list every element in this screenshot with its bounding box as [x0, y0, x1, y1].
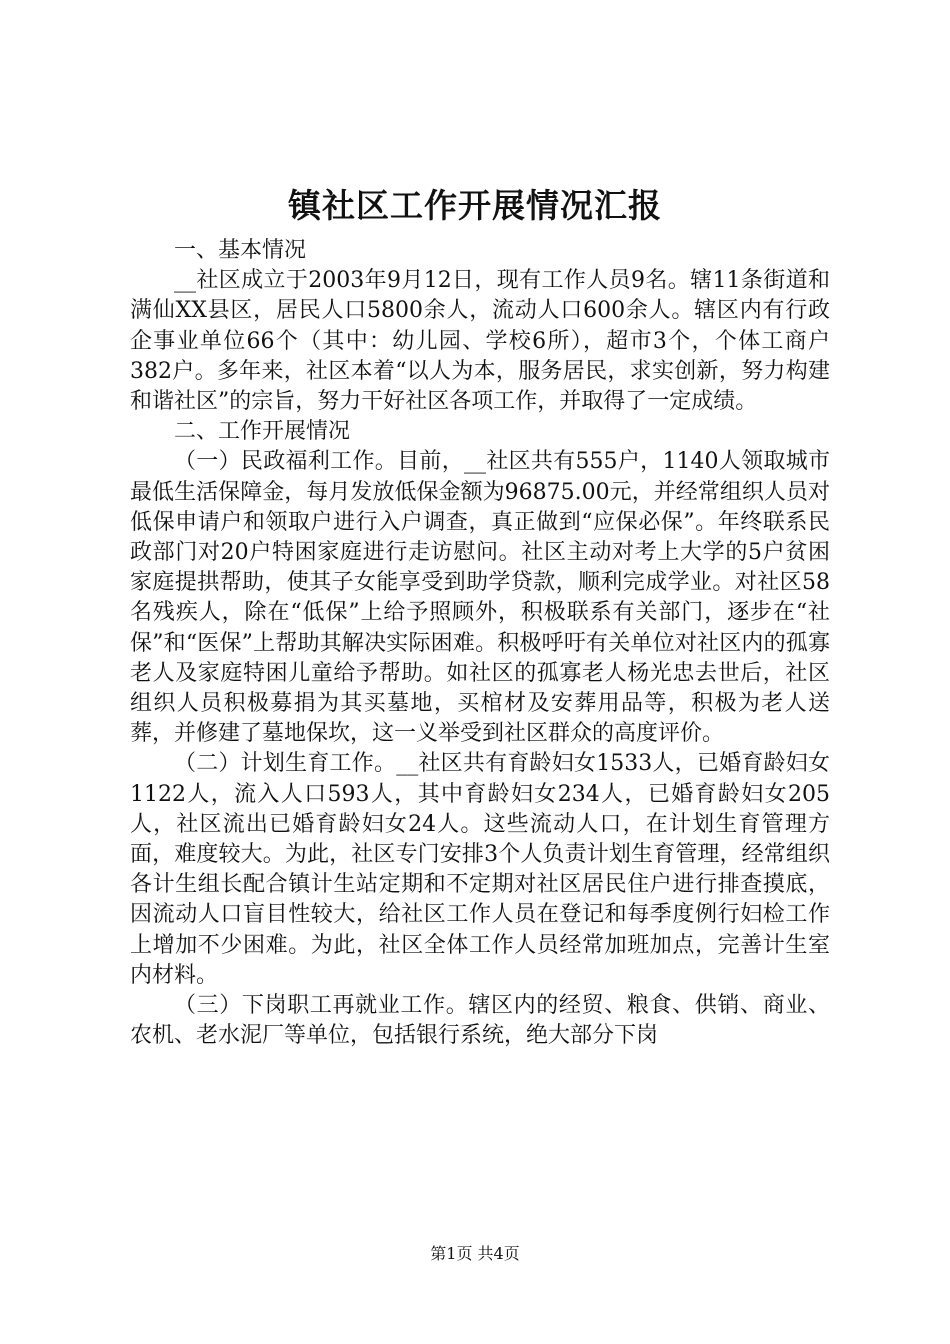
document-body	[130, 236, 830, 1051]
section-heading-work-progress: 二、工作开展情况	[174, 419, 351, 445]
section-heading-basic-info: 一、基本情况	[174, 238, 307, 263]
page-number-footer: 第1页 共4页	[430, 1244, 520, 1263]
paragraph-basic-info: __社区成立于2003年9月12日，现有工作人员9名。辖11条街道和满仙XX县区，居民人口5800余人，流动人口600余人。辖区内有行政企事业单位66个（其中：幼儿园、学校6所），超市3个，个体工商户382户。多年来，社区本着“以人为本，服务居民，求实创新，努力构建和谐社区”的宗旨，努力干好社区各项工作，并取得了一定成绩。	[130, 268, 830, 415]
paragraph-reemployment: （三）下岗职工再就业工作。辖区内的经贸、粮食、供销、商业、农机、老水泥厂等单位，包括银行系统，绝大部分下岗	[130, 993, 830, 1049]
paragraph-civil-welfare: （一）民政福利工作。目前，__社区共有555户，1140人领取城市最低生活保障金，每月发放低保金额为96875.00元，并经常组织人员对低保申请户和领取户进行入户调查，真正做到“应保必保”。年终联系民政部门对20户特困家庭进行走访慰问。社区主动对考上大学的5户贫困家庭提拱帮助，使其子女能享受到助学贷款，顺利完成学业。对社区58名残疾人，除在“低保”上给予照顾外，积极联系有关部门，逐步在“社保”和“医保”上帮助其解决实际困难。积极呼吁有关单位对社区内的孤寡老人及家庭特困儿童给予帮助。如社区的孤寡老人杨光忠去世后，社区组织人员积极募捐为其买墓地，买棺材及安葬用品等，积极为老人送葬，并修建了墓地保坎，这一义举受到社区群众的高度评价。	[130, 449, 830, 747]
paragraph-family-planning: （二）计划生育工作。__社区共有育龄妇女1533人，已婚育龄妇女1122人，流入人口593人，其中育龄妇女234人，已婚育龄妇女205人，社区流出已婚育龄妇女24人。这些流动人口，在计划生育管理方面，难度较大。为此，社区专门安排3个人负责计划生育管理，经常组织各计生组长配合镇计生站定期和不定期对社区居民住户进行排查摸底，因流动人口盲目性较大，给社区工作人员在登记和每季度例行妇检工作上增加不少困难。为此，社区全体工作人员经常加班加点，完善计生室内材料。	[130, 751, 830, 988]
document-title: 镇社区工作开展情况汇报	[288, 186, 662, 225]
